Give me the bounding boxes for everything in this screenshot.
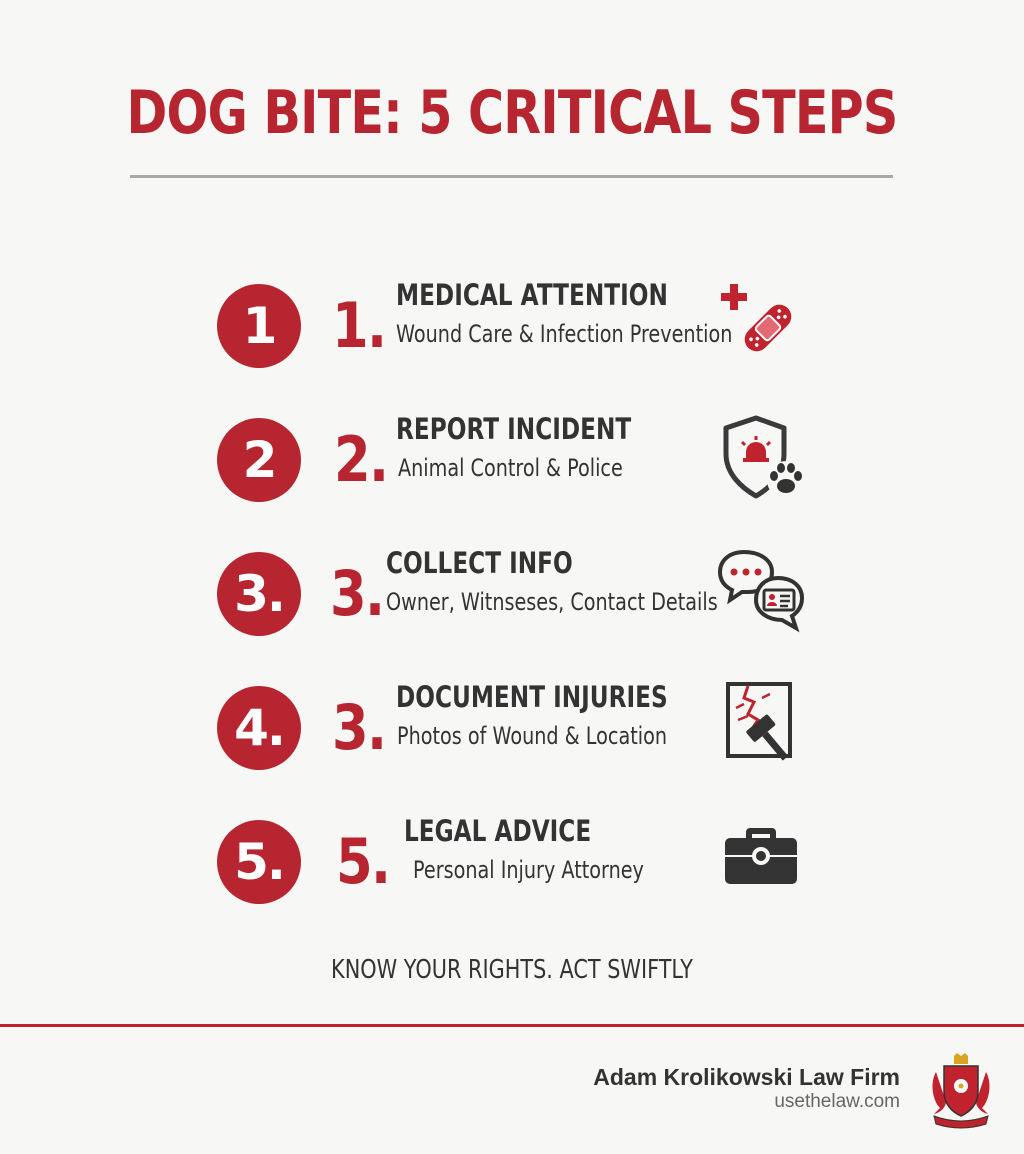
title-divider: [130, 175, 893, 178]
step-5-circle: 5.: [217, 820, 301, 904]
briefcase-icon: [718, 814, 808, 904]
step-3-title: COLLECT INFO: [386, 546, 573, 580]
step-3-description: Owner, Witnseses, Contact Details: [386, 588, 718, 616]
step-1-number: 1.: [332, 289, 386, 362]
step-4-title: DOCUMENT INJURIES: [396, 680, 668, 714]
firm-crest-logo: [928, 1052, 994, 1132]
step-4-number: 3.: [332, 691, 386, 764]
step-1-circle: 1: [217, 284, 301, 368]
footer-divider: [0, 1024, 1024, 1027]
step-3-circle: 3.: [217, 552, 301, 636]
step-5: [0, 812, 1024, 912]
step-4-description: Photos of Wound & Location: [397, 722, 667, 750]
chat-bubbles-id-card-icon: [718, 546, 808, 636]
tagline: KNOW YOUR RIGHTS. ACT SWIFTLY: [331, 955, 693, 985]
step-2-circle: 2: [217, 418, 301, 502]
shield-siren-paw-icon: [718, 412, 808, 502]
page-title: DOG BITE: 5 CRITICAL STEPS: [126, 78, 898, 148]
document-gavel-icon: [718, 680, 808, 770]
firm-name: Adam Krolikowski Law Firm: [593, 1064, 900, 1090]
step-3: [0, 544, 1024, 644]
step-1-description: Wound Care & Infection Prevention: [396, 320, 733, 348]
step-5-description: Personal Injury Attorney: [413, 856, 644, 884]
step-2-description: Animal Control & Police: [398, 454, 623, 482]
step-5-number: 5.: [336, 825, 390, 898]
step-2: [0, 410, 1024, 510]
step-1: [0, 276, 1024, 376]
step-2-title: REPORT INCIDENT: [396, 412, 632, 446]
bandage-medical-cross-icon: [718, 278, 808, 368]
step-4-circle: 4.: [217, 686, 301, 770]
firm-url[interactable]: usethelaw.com: [774, 1091, 900, 1112]
step-3-number: 3.: [330, 557, 384, 630]
step-5-title: LEGAL ADVICE: [404, 814, 592, 848]
step-1-title: MEDICAL ATTENTION: [396, 278, 668, 312]
step-2-number: 2.: [334, 423, 388, 496]
step-4: [0, 678, 1024, 778]
